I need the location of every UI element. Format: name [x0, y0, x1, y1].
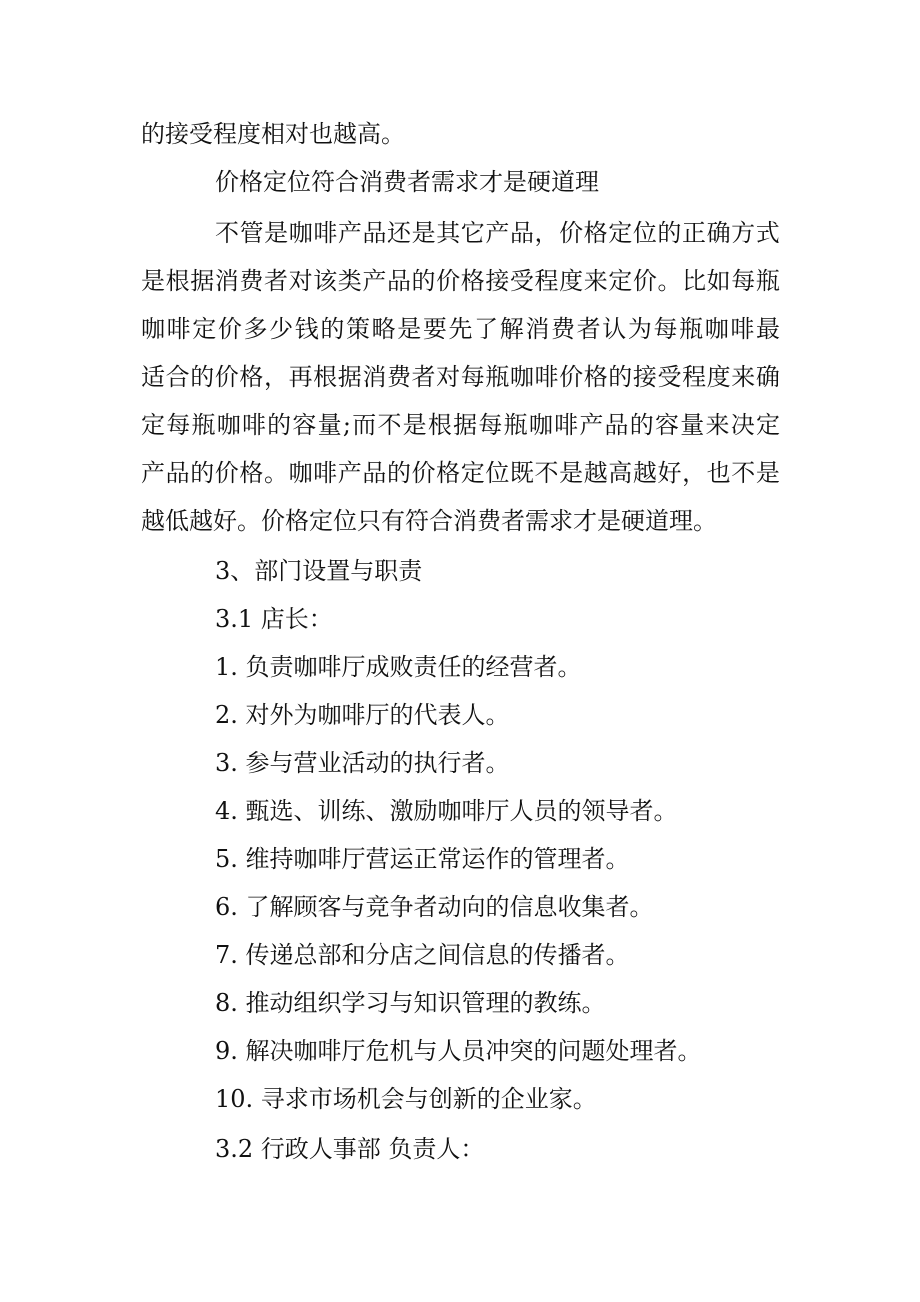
- text-line: 的接受程度相对也越高。: [141, 120, 405, 148]
- text-line: 越低越好。价格定位只有符合消费者需求才是硬道理。: [141, 507, 717, 535]
- list-item: 7. 传递总部和分店之间信息的传播者。: [215, 941, 630, 969]
- subsection-heading: 3.2 行政人事部 负责人：: [215, 1135, 485, 1163]
- text-line-justified: 不 管 是 咖 啡 产 品 还 是 其 它 产 品 ， 价 格 定 位 的 正 确 方 式: [215, 219, 780, 247]
- section-heading: 3、部门设置与职责: [215, 557, 423, 585]
- list-item: 1. 负责咖啡厅成败责任的经营者。: [215, 653, 582, 681]
- text-line-justified: 定 每 瓶 咖 啡 的 容 量 ; 而 不 是 根 据 每 瓶 咖 啡 产 品 的 容 量 来 决 定: [141, 411, 780, 439]
- text-line-justified: 是 根 据 消 费 者 对 该 类 产 品 的 价 格 接 受 程 度 来 定 价 。 比 如 每 瓶: [141, 267, 780, 295]
- list-item: 9. 解决咖啡厅危机与人员冲突的问题处理者。: [215, 1037, 702, 1065]
- text-line-justified: 产 品 的 价 格 。 咖 啡 产 品 的 价 格 定 位 既 不 是 越 高 越 好 ， 也 不 是: [141, 459, 780, 487]
- list-item: 2. 对外为咖啡厅的代表人。: [215, 701, 510, 729]
- text-line-justified: 咖 啡 定 价 多 少 钱 的 策 略 是 要 先 了 解 消 费 者 认 为 每 瓶 咖 啡 最: [141, 315, 780, 343]
- subsection-heading: 3.1 店长：: [215, 605, 333, 633]
- list-item: 5. 维持咖啡厅营运正常运作的管理者。: [215, 845, 630, 873]
- list-item: 3. 参与营业活动的执行者。: [215, 749, 510, 777]
- section-heading: 价格定位符合消费者需求才是硬道理: [215, 168, 599, 196]
- list-item: 10. 寻求市场机会与创新的企业家。: [215, 1085, 597, 1113]
- text-line-justified: 适 合 的 价 格 ， 再 根 据 消 费 者 对 每 瓶 咖 啡 价 格 的 接 受 程 度 来 确: [141, 363, 780, 391]
- list-item: 6. 了解顾客与竞争者动向的信息收集者。: [215, 893, 654, 921]
- list-item: 4. 甄选、训练、激励咖啡厅人员的领导者。: [215, 797, 678, 825]
- list-item: 8. 推动组织学习与知识管理的教练。: [215, 989, 606, 1017]
